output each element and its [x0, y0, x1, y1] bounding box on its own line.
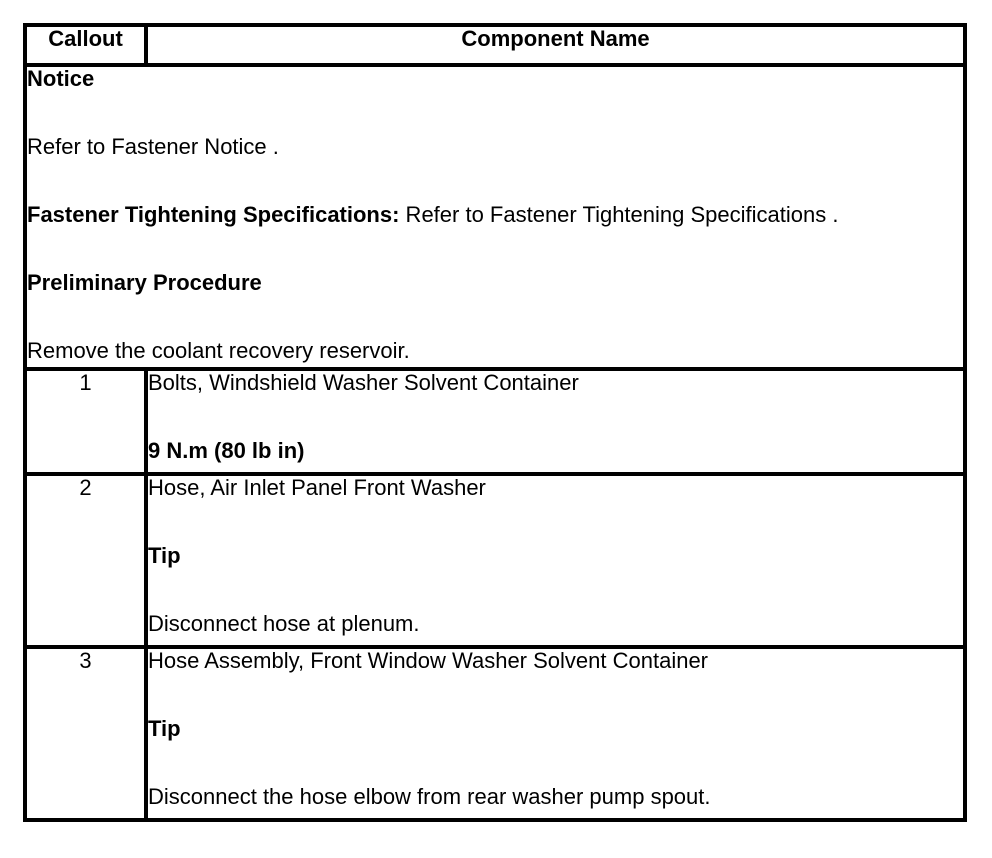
intro-row	[25, 65, 965, 369]
component-cell	[146, 647, 965, 820]
component-name: Hose, Air Inlet Panel Front Washer	[148, 475, 486, 500]
notice-text: Refer to Fastener Notice .	[27, 134, 279, 159]
preliminary-heading: Preliminary Procedure	[27, 270, 262, 295]
tightening-spec-label: Fastener Tightening Specifications:	[27, 202, 400, 227]
tip-label: Tip	[148, 543, 181, 568]
callout-number: 2	[25, 474, 146, 647]
component-cell	[146, 369, 965, 474]
component-name: Hose Assembly, Front Window Washer Solvent Container	[148, 648, 709, 673]
tightening-spec-text: Refer to Fastener Tightening Specifications .	[399, 202, 839, 227]
torque-spec: 9 N.m (80 lb in)	[148, 438, 305, 463]
tip-text: Disconnect hose at plenum.	[148, 611, 420, 636]
callout-number: 3	[25, 647, 146, 820]
component-cell	[146, 474, 965, 647]
header-callout: Callout	[25, 25, 146, 65]
header-row	[25, 25, 965, 65]
preliminary-text: Remove the coolant recovery reservoir.	[27, 338, 410, 363]
intro-cell	[25, 65, 965, 369]
table-row	[25, 474, 965, 647]
component-name: Bolts, Windshield Washer Solvent Container	[148, 370, 579, 395]
component-table	[23, 23, 967, 822]
table-row	[25, 369, 965, 474]
notice-heading: Notice	[27, 66, 95, 91]
header-component-name: Component Name	[146, 25, 965, 65]
tip-label: Tip	[148, 716, 181, 741]
callout-number: 1	[25, 369, 146, 474]
tightening-spec-line	[27, 203, 963, 227]
tip-text: Disconnect the hose elbow from rear washer pump spout.	[148, 784, 711, 809]
table-row	[25, 647, 965, 820]
